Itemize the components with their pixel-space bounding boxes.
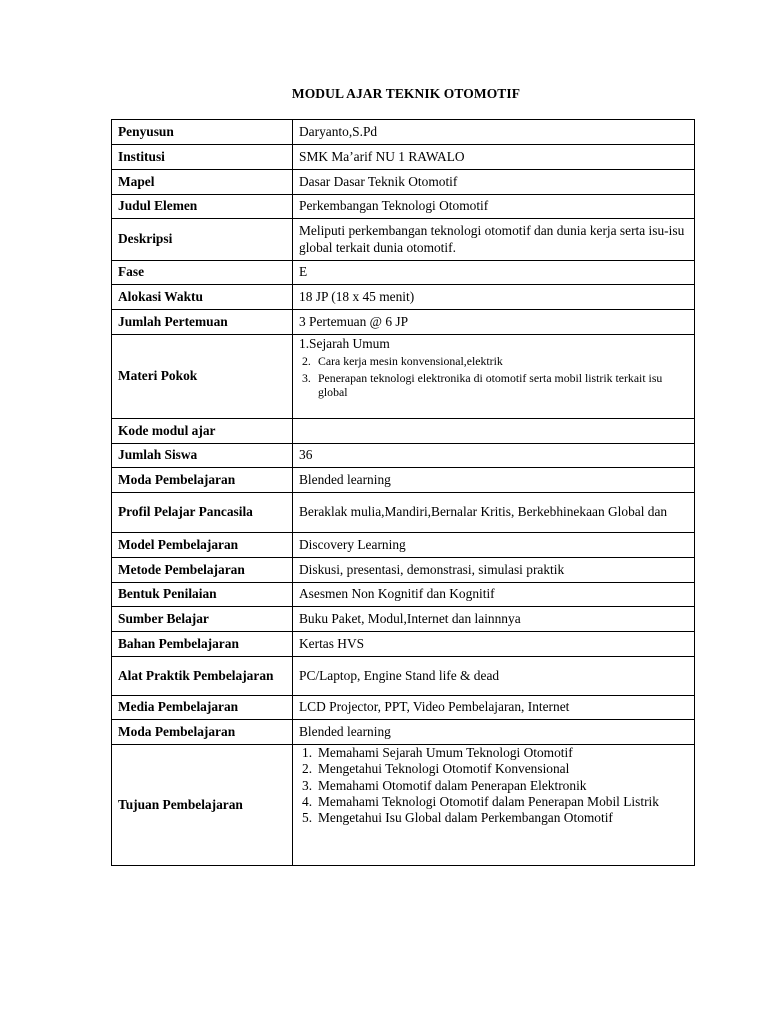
row-value: Kertas HVS [293, 632, 695, 657]
row-value: LCD Projector, PPT, Video Pembelajaran, Internet [293, 696, 695, 720]
row-value [293, 419, 695, 444]
list-text: Cara kerja mesin konvensional,elektrik [318, 354, 503, 369]
table-row-model-pembelajaran [112, 533, 695, 558]
list-number: 5. [302, 810, 313, 826]
list-item [299, 778, 694, 794]
row-label: Tujuan Pembelajaran [112, 745, 293, 866]
row-value: Perkembangan Teknologi Otomotif [293, 195, 695, 219]
list-text: Memahami Teknologi Otomotif dalam Penerapan Mobil Listrik [318, 794, 659, 810]
list-number: 2. [302, 761, 313, 777]
materi-list [299, 336, 694, 399]
row-label: Bentuk Penilaian [112, 583, 293, 607]
list-number: 1. [299, 336, 310, 351]
list-text: Memahami Otomotif dalam Penerapan Elektronik [318, 777, 587, 793]
row-value: Blended learning [293, 468, 695, 493]
table-row-penyusun [112, 120, 695, 145]
list-item [299, 794, 694, 810]
row-value: PC/Laptop, Engine Stand life & dead [293, 657, 695, 696]
row-label: Alat Praktik Pembelajaran [112, 657, 293, 696]
row-label: Bahan Pembelajaran [112, 632, 293, 657]
list-text: Memahami Sejarah Umum Teknologi Otomotif [318, 745, 573, 760]
row-label: Jumlah Siswa [112, 444, 293, 468]
list-item [299, 761, 694, 777]
row-value: Buku Paket, Modul,Internet dan lainnnya [293, 607, 695, 632]
row-label: Media Pembelajaran [112, 696, 293, 720]
table-row-moda-pembelajaran-2 [112, 720, 695, 745]
row-value [293, 335, 695, 419]
row-value: Blended learning [293, 720, 695, 745]
tujuan-list [299, 745, 694, 827]
row-label: Judul Elemen [112, 195, 293, 219]
list-item [299, 371, 694, 399]
row-value: 3 Pertemuan @ 6 JP [293, 310, 695, 335]
table-row-alat-praktik [112, 657, 695, 696]
row-value [293, 745, 695, 866]
row-label: Model Pembelajaran [112, 533, 293, 558]
row-value: Beraklak mulia,Mandiri,Bernalar Kritis, Berkebhinekaan Global dan [293, 493, 695, 533]
row-value: E [293, 261, 695, 285]
list-item [299, 810, 694, 826]
list-number: 4. [302, 794, 313, 810]
list-number: 2. [302, 354, 311, 369]
row-value: Daryanto,S.Pd [293, 120, 695, 145]
row-label: Moda Pembelajaran [112, 720, 293, 745]
row-label: Metode Pembelajaran [112, 558, 293, 583]
row-value: 18 JP (18 x 45 menit) [293, 285, 695, 310]
row-label: Fase [112, 261, 293, 285]
module-info-table [111, 119, 695, 866]
table-row-bentuk-penilaian [112, 583, 695, 607]
row-value: 36 [293, 444, 695, 468]
table-row-media-pembelajaran [112, 696, 695, 720]
row-label: Deskripsi [112, 219, 293, 261]
row-value: Diskusi, presentasi, demonstrasi, simulasi praktik [293, 558, 695, 583]
table-row-profil-pelajar [112, 493, 695, 533]
table-row-fase [112, 261, 695, 285]
row-label: Kode modul ajar [112, 419, 293, 444]
row-label: Materi Pokok [112, 335, 293, 419]
table-row-bahan-pembelajaran [112, 632, 695, 657]
list-item [299, 354, 694, 368]
row-label: Alokasi Waktu [112, 285, 293, 310]
row-label: Profil Pelajar Pancasila [112, 493, 293, 533]
list-item [299, 745, 694, 761]
row-label: Sumber Belajar [112, 607, 293, 632]
table-row-alokasi-waktu [112, 285, 695, 310]
row-value: Asesmen Non Kognitif dan Kognitif [293, 583, 695, 607]
table-row-jumlah-siswa [112, 444, 695, 468]
row-value: Meliputi perkembangan teknologi otomotif dan dunia kerja serta isu-isu global terkait dunia otomotif. [293, 219, 695, 261]
document-title: MODUL AJAR TEKNIK OTOMOTIF [291, 86, 521, 101]
table-row-judul-elemen [112, 195, 695, 219]
table-row-jumlah-pertemuan [112, 310, 695, 335]
table-row-tujuan-pembelajaran [112, 745, 695, 866]
list-number: 3. [302, 370, 311, 385]
table-row-metode-pembelajaran [112, 558, 695, 583]
row-value: Discovery Learning [293, 533, 695, 558]
row-value: Dasar Dasar Teknik Otomotif [293, 170, 695, 195]
row-label: Jumlah Pertemuan [112, 310, 293, 335]
row-label: Mapel [112, 170, 293, 195]
list-number: 1. [302, 745, 313, 760]
table-row-deskripsi [112, 219, 695, 261]
list-text: Penerapan teknologi elektronika di otomotif serta mobil listrik terkait isu global [318, 370, 663, 399]
row-label: Penyusun [112, 120, 293, 145]
table-row-sumber-belajar [112, 607, 695, 632]
row-value: SMK Ma’arif NU 1 RAWALO [293, 145, 695, 170]
row-label: Moda Pembelajaran [112, 468, 293, 493]
table-row-mapel [112, 170, 695, 195]
row-label: Institusi [112, 145, 293, 170]
list-text: Mengetahui Isu Global dalam Perkembangan Otomotif [318, 810, 613, 826]
list-item [299, 336, 694, 352]
table-row-materi-pokok [112, 335, 695, 419]
table-row-institusi [112, 145, 695, 170]
list-number: 3. [302, 777, 313, 793]
list-text: Sejarah Umum [309, 336, 390, 351]
table-row-moda-pembelajaran [112, 468, 695, 493]
table-row-kode-modul [112, 419, 695, 444]
list-text: Mengetahui Teknologi Otomotif Konvensional [318, 761, 570, 777]
